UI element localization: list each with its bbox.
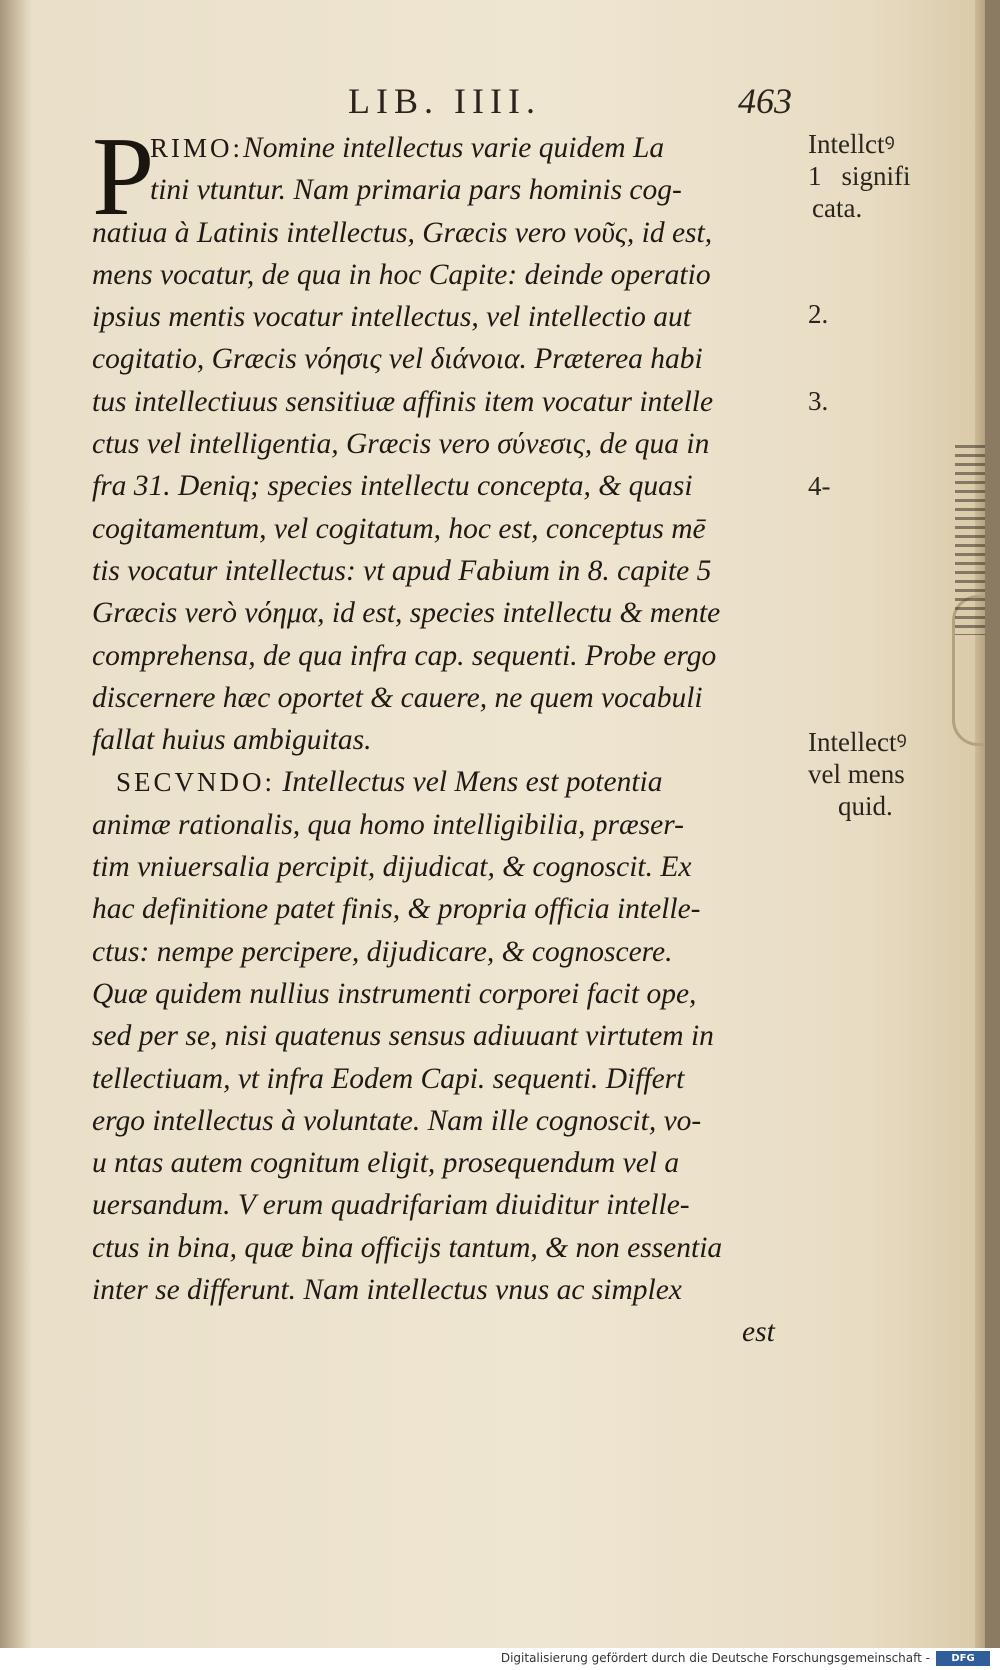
text-line: Quæ quidem nullius instrumenti corporei facit ope,: [92, 977, 697, 1010]
digitization-footer: [0, 1648, 1000, 1670]
margin-number-3: 3.: [808, 386, 829, 416]
main-text: [92, 115, 807, 1354]
text-line: tini vtuntur. Nam primaria pars hominis cog-: [150, 174, 682, 207]
text-line: discernere hæc oportet & cauere, ne quem vocabuli: [92, 681, 703, 714]
text-line: sed per se, nisi quatenus sensus adiuuant virtutem in: [92, 1020, 714, 1053]
text-line: cogitamentum, vel cogitatum, hoc est, conceptus mē: [92, 512, 706, 545]
text-line: ctus in bina, quæ bina officijs tantum, & non essentia: [92, 1231, 723, 1264]
margin-number-1: 1: [808, 161, 822, 191]
binding-shadow: [0, 0, 32, 1648]
text-line: tus intellectiuus sensitiuæ affinis item vocatur intelle: [92, 385, 714, 418]
text-line: SECVNDO: Intellectus vel Mens est potentia: [116, 766, 663, 799]
text-line: fallat huius ambiguitas.: [92, 724, 372, 757]
text-line: comprehensa, de qua infra cap. sequenti. Probe ergo: [92, 639, 717, 672]
text-line: RIMO:Nomine intellectus varie quidem La: [150, 132, 665, 164]
text-line: mens vocatur, de qua in hoc Capite: deinde operatio: [92, 258, 711, 291]
secundo-label: SECVNDO:: [116, 767, 276, 798]
text-line: tim vniuersalia percipit, dijudicat, & cognoscit. Ex: [92, 851, 692, 884]
text-line: tellectiuam, vt infra Eodem Capi. sequenti. Differt: [92, 1062, 685, 1095]
text-line: ctus: nempe percipere, dijudicare, & cognoscere.: [92, 935, 673, 968]
text-line: ipsius mentis vocatur intellectus, vel intellectio aut: [92, 301, 691, 334]
text-line: uersandum. V erum quadrifariam diuiditur intelle-: [92, 1189, 690, 1222]
text-line: ctus vel intelligentia, Græcis vero σύνεσις, de qua in: [92, 428, 710, 461]
text-line: natiua à Latinis intellectus, Græcis vero νοῦς, id est,: [92, 216, 713, 249]
margin-note-quid: Intellectꝰ vel mens quid.: [808, 727, 907, 821]
first-word: RIMO:: [150, 133, 244, 163]
text-line: ergo intellectus à voluntate. Nam ille cognoscit, vo-: [92, 1104, 702, 1137]
margin-note-significata: Intellctꝰ 1 signifi cata.: [808, 129, 911, 223]
margin-number-2: 2.: [808, 299, 829, 329]
text-line: cogitatio, Græcis νόησις vel διάνοια. Præterea habi: [92, 343, 703, 376]
text-line: inter se differunt. Nam intellectus vnus ac simplex: [92, 1274, 682, 1307]
running-title: LIB. IIII.: [348, 81, 541, 121]
drop-capital: P: [92, 115, 155, 239]
dfg-logo: DFG: [936, 1651, 990, 1666]
page-edge: [975, 0, 985, 1648]
catchword: est: [742, 1316, 775, 1349]
text-line: tis vocatur intellectus: vt apud Fabium in 8. capite 5: [92, 554, 712, 587]
text-line: Græcis verò νόημα, id est, species intellectu & mente: [92, 597, 721, 630]
text-line: animæ rationalis, qua homo intelligibilia, præser-: [92, 808, 684, 841]
text-line: hac definitione patet finis, & propria officia intelle-: [92, 893, 701, 926]
text-line: fra 31. Deniq; species intellectu concepta, & quasi: [92, 470, 693, 503]
footer-credit: Digitalisierung gefördert durch die Deutsche Forschungsgemeinschaft -: [500, 1651, 930, 1665]
margin-number-4: 4-: [808, 471, 831, 501]
text-line: u ntas autem cognitum eligit, prosequendum vel a: [92, 1147, 680, 1180]
page-number: 463: [738, 81, 792, 121]
